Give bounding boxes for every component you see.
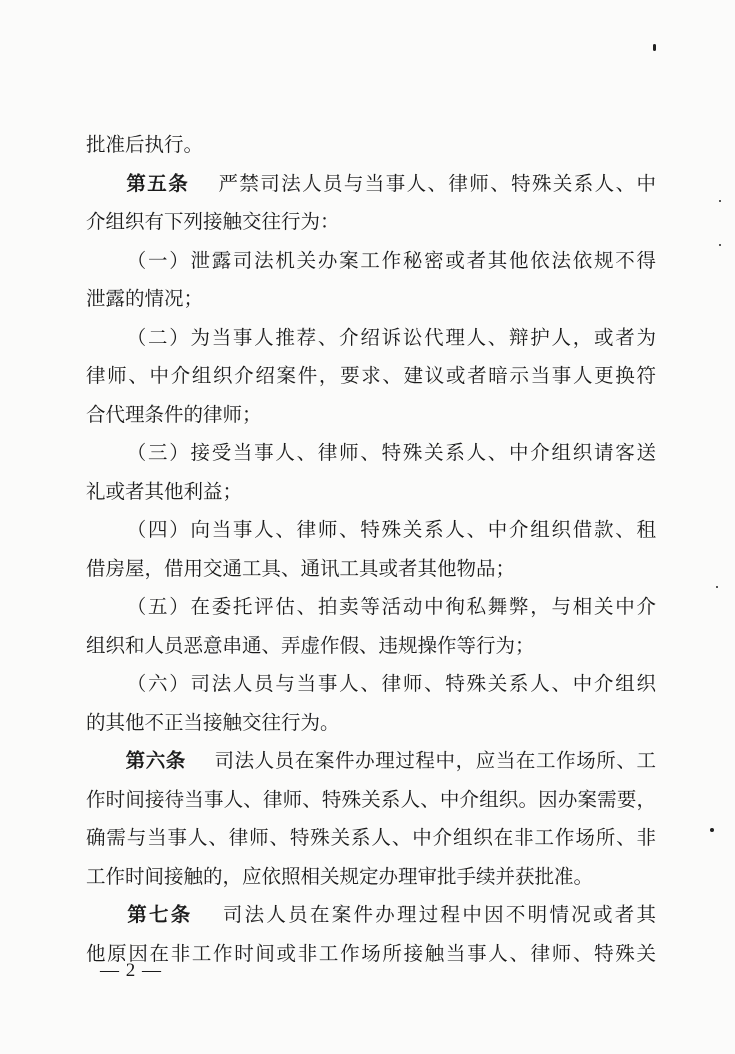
text-line: 合代理条件的律师； [86, 402, 262, 426]
article-5-text: 严禁司法人员与当事人、律师、特殊关系人、中 [217, 171, 656, 195]
article-6-title: 第六条 [125, 749, 186, 772]
paragraph-line [86, 819, 656, 858]
paragraph-line [86, 396, 656, 435]
article-7-heading-line [86, 896, 656, 935]
paragraph-line [86, 357, 656, 396]
paragraph-line [86, 203, 656, 242]
document-body [86, 126, 656, 973]
list-item-3-text: （三）接受当事人、律师、特殊关系人、中介组织请客送 [125, 441, 656, 464]
text-line: 他原因在非工作时间或非工作场所接触当事人、律师、特殊关 [86, 941, 656, 965]
text-line: 批准后执行。 [86, 133, 204, 156]
paragraph-line [86, 126, 656, 165]
list-item-1-line [86, 242, 656, 281]
page-number: — 2 — [100, 960, 162, 981]
article-6-text: 司法人员在案件办理过程中，应当在工作场所、工 [213, 749, 656, 772]
list-item-4-text: （四）向当事人、律师、特殊关系人、中介组织借款、租 [125, 518, 656, 541]
list-item-1-text: （一）泄露司法机关办案工作秘密或者其他依法依规不得 [125, 248, 656, 272]
text-line: 介组织有下列接触交往行为： [86, 210, 340, 233]
text-line: 的其他不正当接触交往行为。 [86, 710, 340, 734]
list-item-3-line [86, 434, 656, 473]
paragraph-line [86, 935, 656, 974]
article-5-heading-line [86, 165, 656, 204]
article-5-title: 第五条 [125, 171, 190, 195]
list-item-2-text: （二）为当事人推荐、介绍诉讼代理人、辩护人，或者为 [125, 325, 656, 349]
text-line: 泄露的情况； [86, 287, 204, 310]
text-line: 作时间接待当事人、律师、特殊关系人、中介组织。因办案需要， [86, 787, 656, 811]
list-item-6-text: （六）司法人员与当事人、律师、特殊关系人、中介组织 [125, 672, 656, 695]
paragraph-line [86, 704, 656, 743]
scan-speck [716, 586, 718, 588]
scan-speck [719, 200, 721, 202]
text-line: 律师、中介组织介绍案件，要求、建议或者暗示当事人更换符 [86, 364, 656, 387]
scan-speck [653, 44, 656, 51]
paragraph-line [86, 473, 656, 512]
text-line: 确需与当事人、律师、特殊关系人、中介组织在非工作场所、非 [86, 826, 656, 849]
paragraph-line [86, 280, 656, 319]
list-item-6-line [86, 665, 656, 704]
text-line: 组织和人员恶意串通、弄虚作假、违规操作等行为； [86, 633, 535, 657]
scan-speck [710, 828, 714, 832]
text-line: 礼或者其他利益； [86, 479, 243, 503]
list-item-4-line [86, 511, 656, 550]
list-item-2-line [86, 319, 656, 358]
article-7-text: 司法人员在案件办理过程中因不明情况或者其 [220, 903, 656, 926]
paragraph-line [86, 781, 656, 820]
article-6-heading-line [86, 742, 656, 781]
list-item-5-text: （五）在委托评估、拍卖等活动中徇私舞弊，与相关中介 [125, 595, 656, 618]
scan-speck [719, 244, 721, 246]
paragraph-line [86, 627, 656, 666]
article-7-title: 第七条 [125, 903, 193, 926]
text-line: 工作时间接触的，应依照相关规定办理审批手续并获批准。 [86, 864, 594, 888]
paragraph-line [86, 858, 656, 897]
text-line: 借房屋，借用交通工具、通讯工具或者其他物品； [86, 556, 516, 580]
list-item-5-line [86, 588, 656, 627]
paragraph-line [86, 550, 656, 589]
